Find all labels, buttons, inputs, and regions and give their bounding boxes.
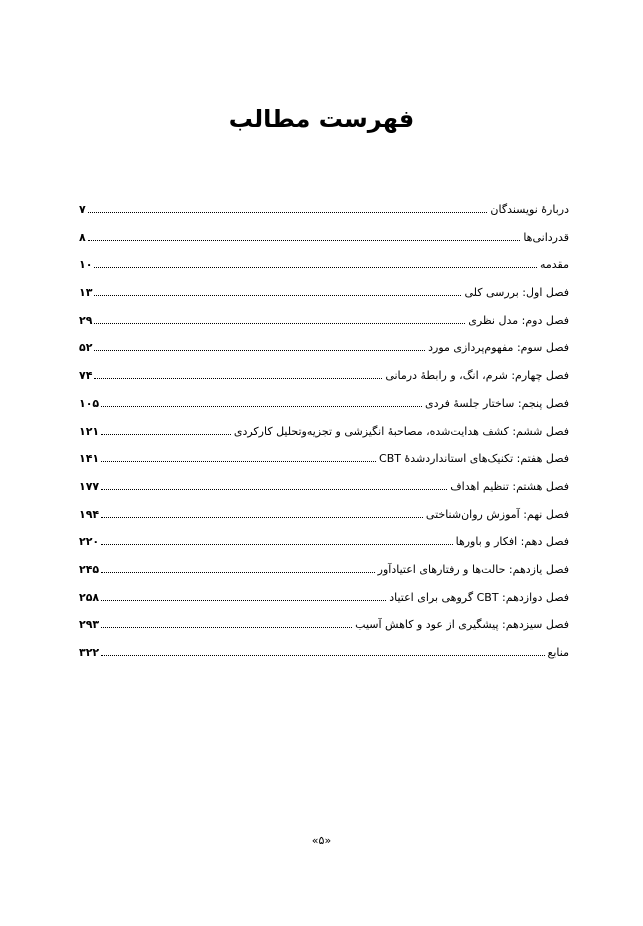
toc-leader-dots xyxy=(101,406,422,407)
toc-entry[interactable] xyxy=(79,611,569,639)
toc-entry-title: فصل سوم: مفهوم‌پردازی مورد xyxy=(428,341,569,355)
toc-entry-title: قدردانی‌ها xyxy=(523,230,569,244)
toc-entry[interactable] xyxy=(79,196,569,224)
toc-entry-title: فصل پنجم: ساختار جلسهٔ فردی xyxy=(425,396,569,410)
toc-leader-dots xyxy=(101,627,352,628)
page-number: «۵» xyxy=(311,834,332,847)
toc-leader-dots xyxy=(101,600,386,601)
toc-leader-dots xyxy=(94,323,465,324)
toc-entry-page: ۷ xyxy=(79,203,86,216)
toc-entry[interactable] xyxy=(79,251,569,279)
toc-entry[interactable] xyxy=(79,584,569,612)
toc-leader-dots xyxy=(88,212,488,213)
toc-entry-title: دربارهٔ نویسندگان xyxy=(490,203,569,216)
table-of-contents xyxy=(79,196,569,667)
toc-entry-title: فصل سیزدهم: پیشگیری از عود و کاهش آسیب xyxy=(355,618,569,632)
toc-entry-title: فصل یازدهم: حالت‌ها و رفتارهای اعتیادآور xyxy=(377,562,569,576)
toc-leader-dots xyxy=(94,295,461,296)
toc-leader-dots xyxy=(101,655,544,656)
toc-entry-page: ۵۲ xyxy=(79,341,93,355)
toc-entry-page: ۷۴ xyxy=(79,369,93,383)
toc-entry[interactable] xyxy=(79,445,569,473)
toc-entry-page: ۲۹۳ xyxy=(79,618,100,632)
toc-entry-title: فصل ششم: کشف هدایت‌شده، مصاحبهٔ انگیزشی و تجزیه‌وتحلیل کارکردی xyxy=(233,424,569,438)
toc-entry-page: ۱۰ xyxy=(79,258,93,272)
toc-entry-page: ۱۳ xyxy=(79,286,93,300)
toc-entry-title: فصل اول: بررسی کلی xyxy=(464,286,569,300)
toc-leader-dots xyxy=(94,267,537,268)
toc-entry-page: ۲۴۵ xyxy=(79,562,100,576)
toc-leader-dots xyxy=(101,434,231,435)
toc-entry[interactable] xyxy=(79,418,569,446)
toc-entry-page: ۱۷۷ xyxy=(79,479,100,493)
toc-entry[interactable] xyxy=(79,334,569,362)
page-title: فهرست مطالب xyxy=(228,105,415,133)
toc-entry[interactable] xyxy=(79,639,569,667)
toc-entry-page: ۲۲۰ xyxy=(79,535,100,549)
toc-entry-title: فصل هفتم: تکنیک‌های استانداردشدهٔ CBT xyxy=(379,452,569,466)
toc-entry-page: ۸ xyxy=(79,230,86,244)
toc-leader-dots xyxy=(94,378,382,379)
toc-entry-page: ۱۹۴ xyxy=(79,507,100,521)
toc-entry-title: فصل دوم: مدل نظری xyxy=(468,313,569,327)
toc-entry-page: ۱۴۱ xyxy=(79,452,100,466)
toc-entry-title: منابع xyxy=(547,646,569,659)
toc-entry[interactable] xyxy=(79,362,569,390)
toc-entry-title: مقدمه xyxy=(539,258,569,272)
toc-entry-page: ۱۰۵ xyxy=(79,396,100,410)
toc-entry-page: ۲۵۸ xyxy=(79,590,100,604)
toc-entry-title: فصل دهم: افکار و باورها xyxy=(455,535,569,549)
toc-entry-title: فصل چهارم: شرم، انگ، و رابطهٔ درمانی xyxy=(385,369,569,383)
toc-entry[interactable] xyxy=(79,279,569,307)
toc-entry[interactable] xyxy=(79,473,569,501)
toc-leader-dots xyxy=(94,350,425,351)
toc-entry[interactable] xyxy=(79,528,569,556)
toc-entry[interactable] xyxy=(79,307,569,335)
toc-entry-page: ۳۲۲ xyxy=(79,646,100,659)
toc-entry[interactable] xyxy=(79,390,569,418)
toc-leader-dots xyxy=(101,489,447,490)
toc-leader-dots xyxy=(101,461,376,462)
toc-leader-dots xyxy=(88,240,521,241)
toc-entry[interactable] xyxy=(79,556,569,584)
toc-entry-page: ۱۲۱ xyxy=(79,424,100,438)
toc-leader-dots xyxy=(101,544,452,545)
toc-entry[interactable] xyxy=(79,501,569,529)
toc-entry-title: فصل هشتم: تنظیم اهداف xyxy=(450,479,569,493)
toc-entry-page: ۲۹ xyxy=(79,313,93,327)
toc-entry-title: فصل نهم: آموزش روان‌شناختی xyxy=(425,507,569,521)
toc-leader-dots xyxy=(101,517,423,518)
toc-entry-title: فصل دوازدهم: CBT گروهی برای اعتیاد xyxy=(389,590,569,604)
toc-entry[interactable] xyxy=(79,224,569,252)
toc-leader-dots xyxy=(101,572,375,573)
